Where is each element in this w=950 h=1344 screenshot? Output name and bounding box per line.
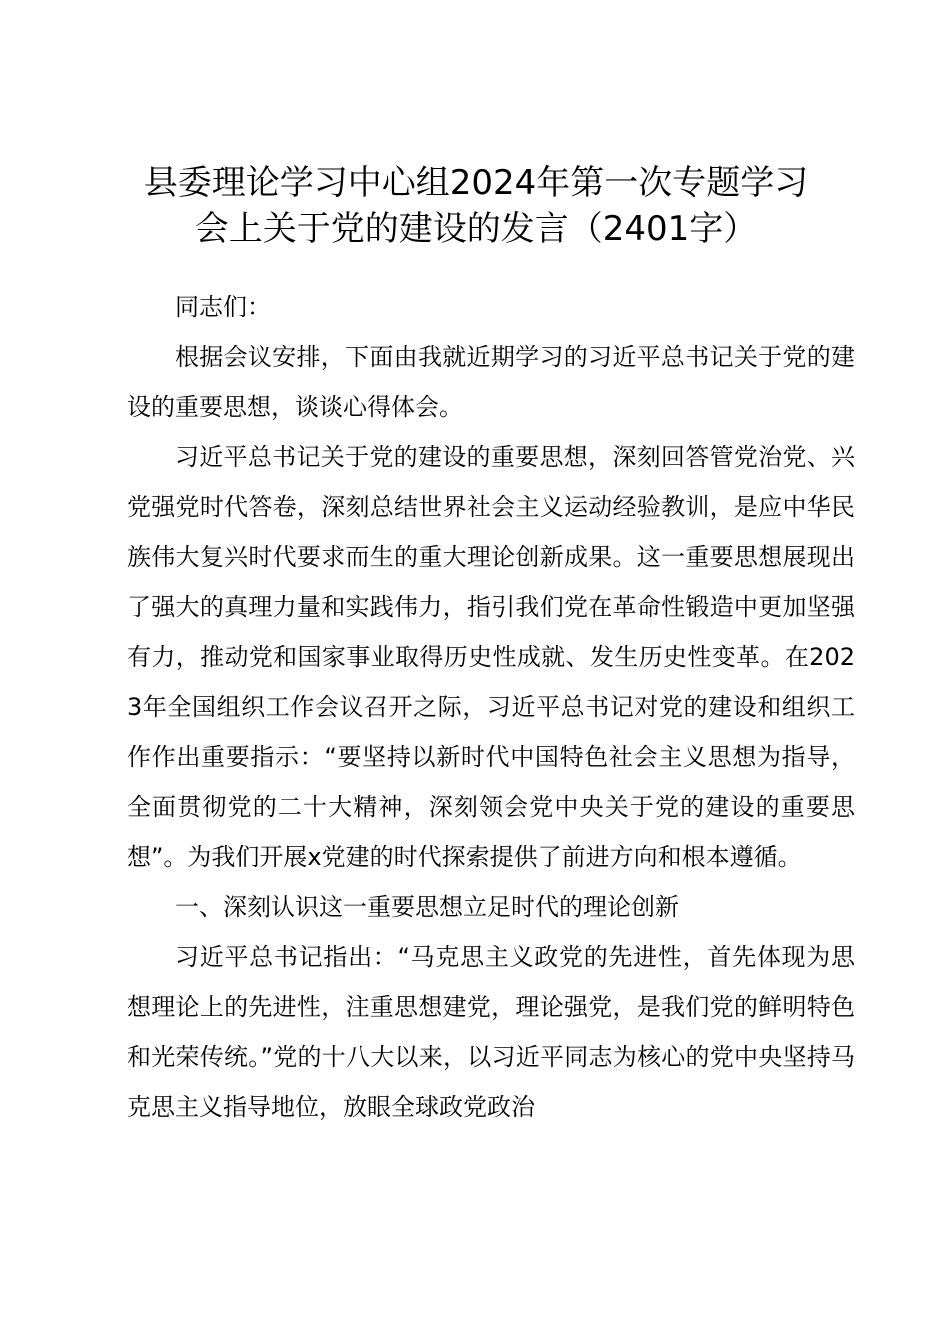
section-heading-1: 一、深刻认识这一重要思想立足时代的理论创新 — [175, 893, 679, 921]
paragraph-thought: 习近平总书记关于党的建设的重要思想，深刻回答管党治党、兴党强党时代答卷，深刻总结世界社会主义运动经验教训，是应中华民族伟大复兴时代要求而生的重大理论创新成果。这一重要思想展现出了强大的真理力量和实践伟力，指引我们党在革命性锻造中更加坚强有力，推动党和国家事业取得历史性成就、发生历史性变革。在2023年全国组织工作会议召开之际，习近平总书记对党的建设和组织工作作出重要指示：“要坚持以新时代中国特色社会主义思想为指导，全面贯彻党的二十大精神，深刻领会党中央关于党的建设的重要思想”。为我们开展x党建的时代探索提供了前进方向和根本遵循。 — [127, 443, 855, 871]
paragraph-intro: 根据会议安排，下面由我就近期学习的习近平总书记关于党的建设的重要思想，谈谈心得体会。 — [127, 343, 855, 421]
document-title — [120, 160, 832, 252]
greeting: 同志们： — [175, 293, 271, 321]
paragraph-section-1: 习近平总书记指出：“马克思主义政党的先进性，首先体现为思想理论上的先进性，注重思想建党，理论强党，是我们党的鲜明特色和光荣传统。”党的十八大以来，以习近平同志为核心的党中央坚持马克思主义指导地位，放眼全球政党政治 — [127, 943, 855, 1121]
document-body — [127, 282, 855, 1132]
title-line-2: 会上关于党的建设的发言（2401字） — [194, 209, 758, 249]
title-line-1: 县委理论学习中心组2024年第一次专题学习 — [143, 163, 809, 203]
